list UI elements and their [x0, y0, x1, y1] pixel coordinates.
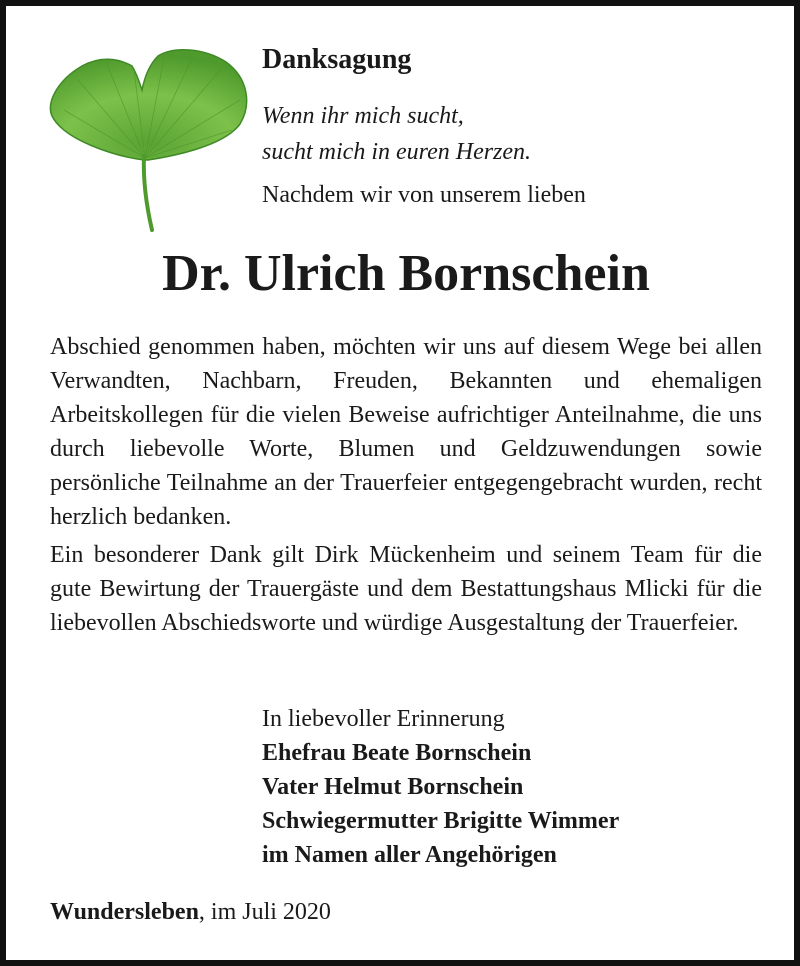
- thanks-body: [50, 330, 762, 640]
- place: Wundersleben: [50, 899, 199, 925]
- ginkgo-leaf-icon: [44, 44, 252, 234]
- deceased-name: Dr. Ulrich Bornschein: [162, 245, 650, 302]
- signature-opening: In liebevoller Erinnerung: [262, 706, 505, 732]
- body-paragraph: Ein besonderer Dank gilt Dirk Mückenheim und seinem Team für die gute Bewirtung der Trauergäste und dem Bestattungshaus Mlicki für die liebevollen Abschiedsworte und würdige Ausgestaltung der Trauerfeier.: [50, 542, 762, 636]
- signature-block: [262, 702, 619, 872]
- motto-line: Wenn ihr mich sucht,: [262, 103, 464, 129]
- body-paragraph: Abschied genommen haben, möchten wir uns auf diesem Wege bei allen Verwandten, Nachbarn, Freuden, Bekannten und ehemaligen Arbeitskollegen für die vielen Beweise aufrichtiger Anteilnahme, die uns durch liebevolle Worte, Blumen und Geldzuwendungen sowie persönliche Teilnahme an der Trauerfeier entgegengebracht wurden, recht herzlich bedanken.: [50, 334, 762, 530]
- signature-name: im Namen aller Angehörigen: [262, 842, 557, 868]
- motto-quote: [262, 98, 531, 170]
- signature-name: Schwiegermutter Brigitte Wimmer: [262, 808, 620, 834]
- notice-heading: Danksagung: [262, 44, 412, 75]
- intro-text: Nachdem wir von unserem lieben: [262, 182, 586, 208]
- signature-name: Vater Helmut Bornschein: [262, 774, 524, 800]
- motto-line: sucht mich in euren Herzen.: [262, 139, 532, 165]
- signature-name: Ehefrau Beate Bornschein: [262, 740, 532, 766]
- date: , im Juli 2020: [198, 899, 331, 925]
- place-date: [50, 899, 331, 926]
